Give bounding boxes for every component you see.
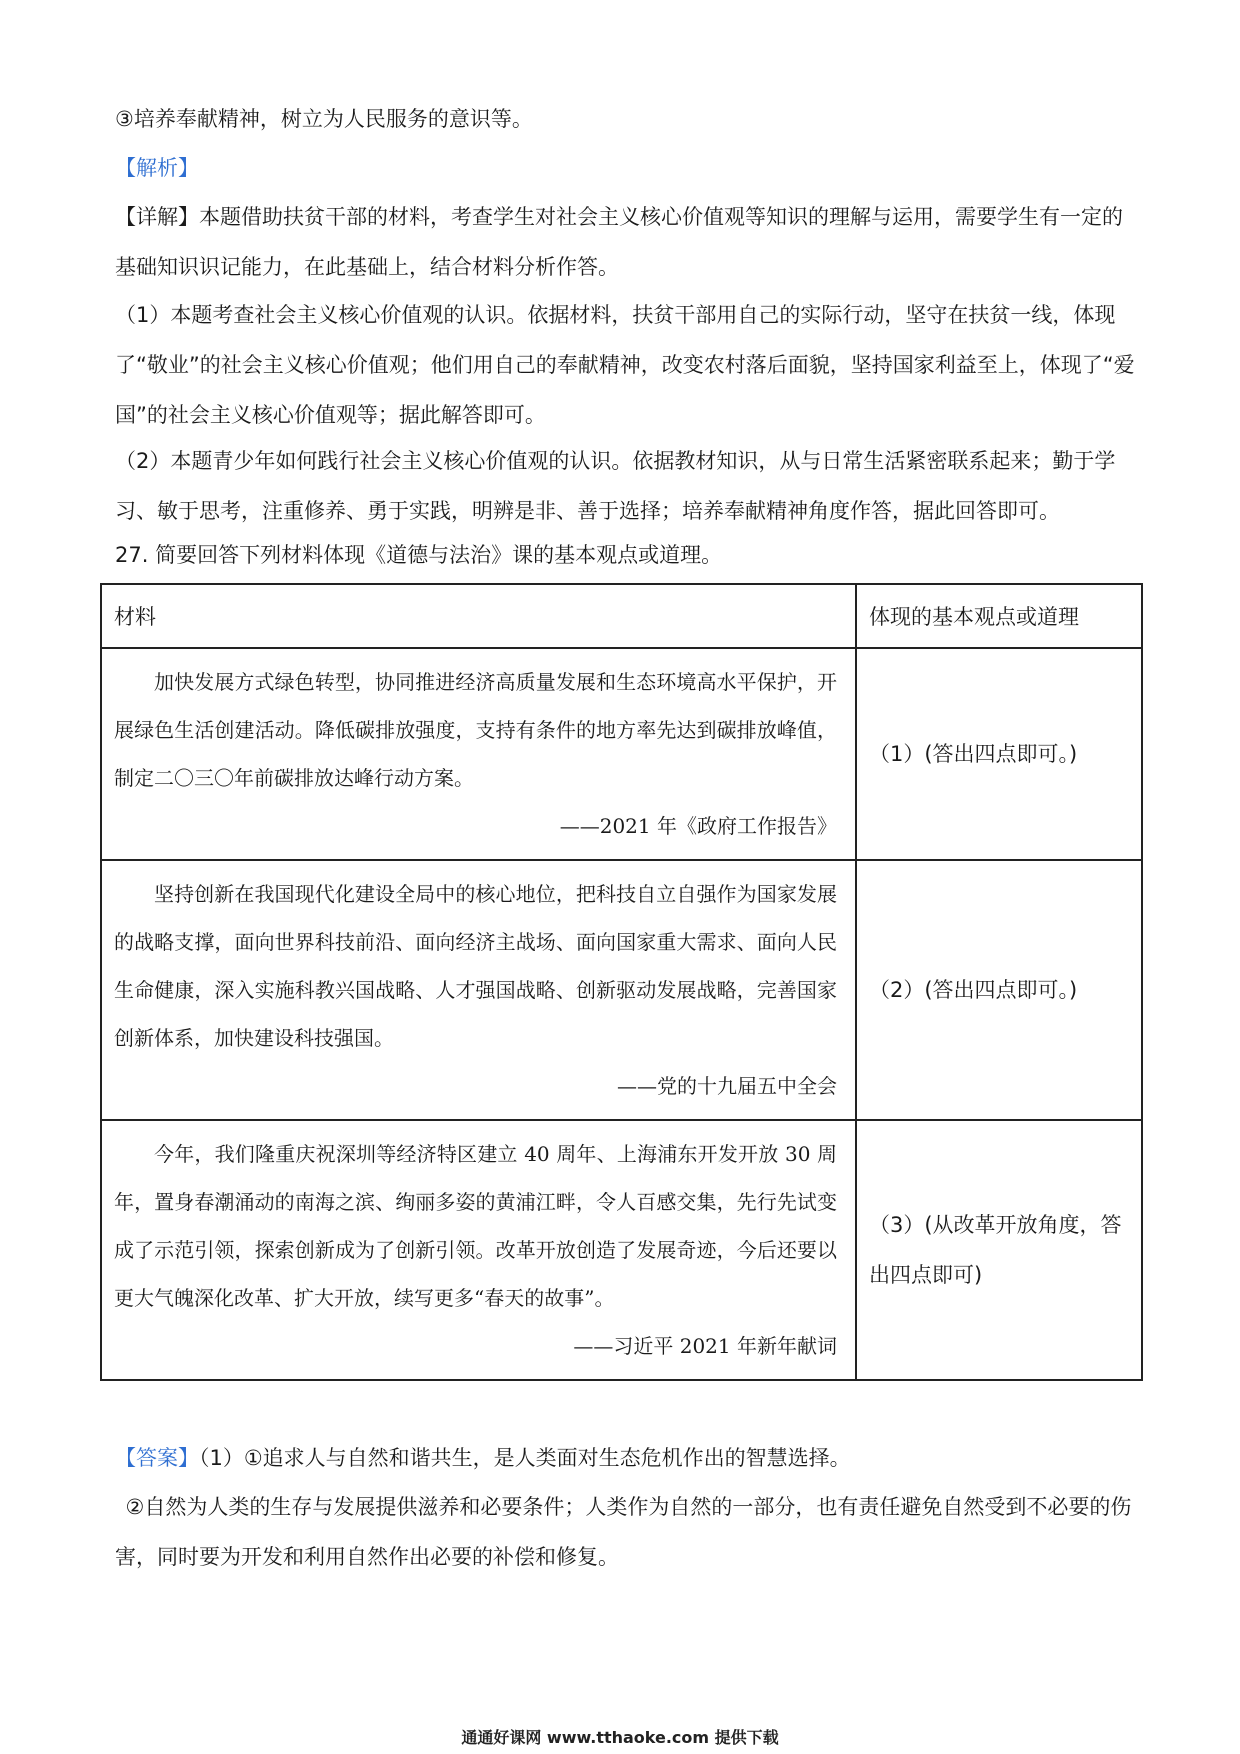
- material-cell: [101, 860, 856, 1120]
- analysis-heading: [115, 143, 1135, 193]
- explanation-q2: （2）本题青少年如何践行社会主义核心价值观的认识。依据教材知识，从与日常生活紧密联系起来；勤于学习、敏于思考，注重修养、勇于实践，明辨是非、善于选择；培养奉献精神角度作答，据此回答即可。: [115, 449, 1116, 523]
- header-view: 体现的基本观点或道理: [856, 584, 1142, 648]
- table-header-row: [101, 584, 1142, 648]
- view-cell: （2）(答出四点即可。): [856, 860, 1142, 1120]
- table-row: [101, 1120, 1142, 1380]
- header-material: 材料: [101, 584, 856, 648]
- answer-point-3: ③培养奉献精神，树立为人民服务的意识等。: [115, 107, 533, 131]
- material-source: ——习近平 2021 年新年献词: [573, 1334, 837, 1358]
- view-cell: （3）(从改革开放角度，答出四点即可): [856, 1120, 1142, 1380]
- view-cell: （1）(答出四点即可。): [856, 648, 1142, 860]
- answer-line-2: ②自然为人类的生存与发展提供滋养和必要条件；人类作为自然的一部分，也有责任避免自然受到不必要的伤害，同时要为开发和利用自然作出必要的补偿和修复。: [115, 1495, 1132, 1569]
- material-table: [100, 583, 1143, 1381]
- table-row: [101, 860, 1142, 1120]
- material-cell: [101, 648, 856, 860]
- analysis-tag: 【解析】: [115, 156, 199, 180]
- question-27: 27. 简要回答下列材料体现《道德与法治》课的基本观点或道理。: [115, 543, 723, 567]
- material-text: 加快发展方式绿色转型，协同推进经济高质量发展和生态环境高水平保护，开展绿色生活创建活动。降低碳排放强度，支持有条件的地方率先达到碳排放峰值，制定二〇三〇年前碳排放达峰行动方案。: [114, 670, 837, 790]
- detail-paragraph: [115, 192, 1135, 292]
- table-row: [101, 648, 1142, 860]
- material-text: 坚持创新在我国现代化建设全局中的核心地位，把科技自立自强作为国家发展的战略支撑，面向世界科技前沿、面向经济主战场、面向国家重大需求、面向人民生命健康，深入实施科教兴国战略、人才强国战略、创新驱动发展战略，完善国家创新体系，加快建设科技强国。: [114, 882, 837, 1050]
- answer-line-1: （1）①追求人与自然和谐共生，是人类面对生态危机作出的智慧选择。: [199, 1446, 851, 1470]
- footer-text: 通通好课网 www.tthaoke.com 提供下载: [461, 1728, 779, 1747]
- material-text: 今年，我们隆重庆祝深圳等经济特区建立 40 周年、上海浦东开发开放 30 周年，置身春潮涌动的南海之滨、绚丽多姿的黄浦江畔，令人百感交集，先行先试变成了示范引领，探索创新成为了创新引领。改革开放创造了发展奇迹，今后还要以更大气魄深化改革、扩大开放，续写更多“春天的故事”。: [114, 1142, 837, 1310]
- material-source: ——2021 年《政府工作报告》: [559, 814, 837, 838]
- detail-tag: 【详解】: [115, 205, 199, 229]
- material-cell: [101, 1120, 856, 1380]
- material-source: ——党的十九届五中全会: [617, 1074, 837, 1098]
- answer-tag: 【答案】: [115, 1446, 199, 1470]
- detail-text: 本题借助扶贫干部的材料，考查学生对社会主义核心价值观等知识的理解与运用，需要学生有一定的基础知识识记能力，在此基础上，结合材料分析作答。: [115, 205, 1123, 279]
- answer-paragraph: [115, 1433, 1135, 1483]
- explanation-q1: （1）本题考查社会主义核心价值观的认识。依据材料，扶贫干部用自己的实际行动，坚守在扶贫一线，体现了“敬业”的社会主义核心价值观；他们用自己的奉献精神，改变农村落后面貌，坚持国家利益至上，体现了“爱国”的社会主义核心价值观等；据此解答即可。: [115, 303, 1135, 427]
